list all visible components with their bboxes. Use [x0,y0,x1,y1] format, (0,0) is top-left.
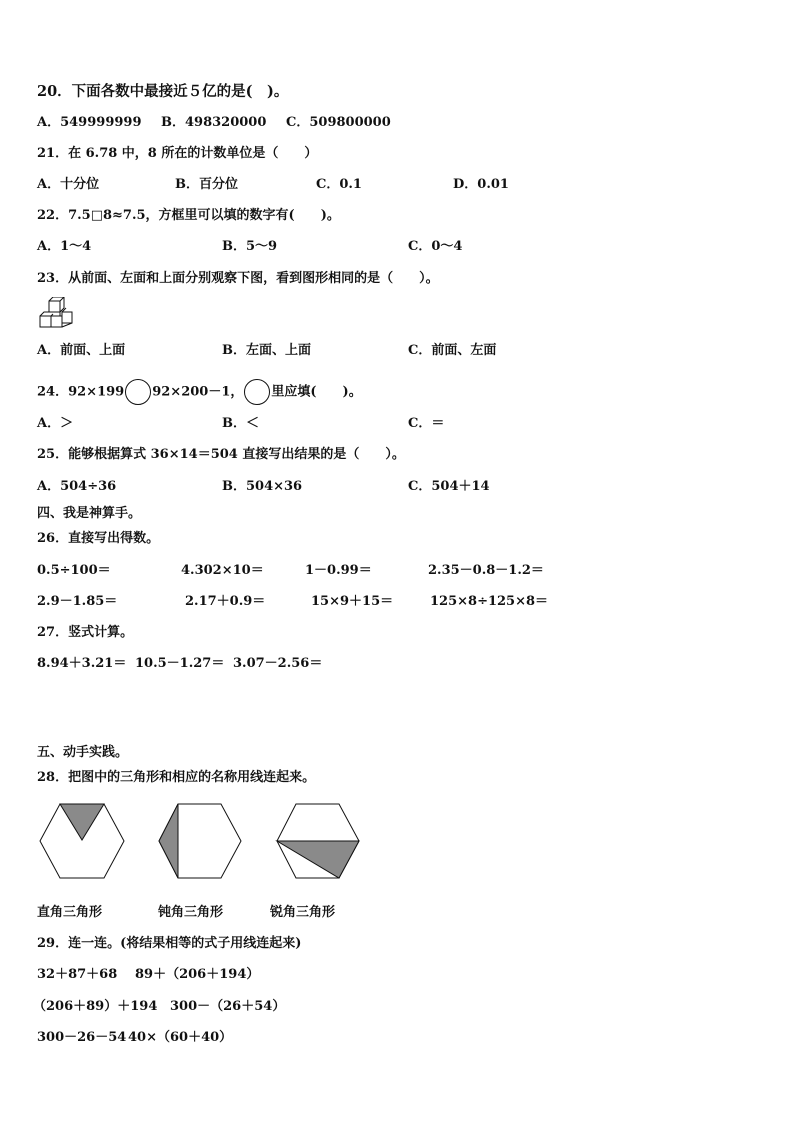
q26-r2-c2: 2.17＋0.9＝ [185,594,266,609]
q26-r2-c1: 2.9－1.85＝ [37,594,118,609]
q26-r2-c3: 15×9＋15＝ [311,594,394,609]
q25-option-b: B．504×36 [222,479,303,494]
q27-item-2: 10.5－1.27＝ [135,656,225,671]
q29-stem: 29．连一连。(将结果相等的式子用线连起来) [37,936,302,951]
q26-stem: 26．直接写出得数。 [37,531,160,546]
q25-stem: 25．能够根据算式 36×14＝504 直接写出结果的是（ ）。 [37,447,405,462]
q20-option-b: B．498320000 [161,115,267,130]
q26-r1-c1: 0.5÷100＝ [37,563,111,578]
q24-option-a: A．＞ [37,416,74,431]
q23-option-c: C．前面、左面 [408,343,497,358]
hexagon-acute-triangle-figure [275,803,361,879]
q24-option-b: B．＜ [222,416,259,431]
q21-stem: 21．在 6.78 中，8 所在的计数单位是（ ） [37,146,318,161]
q23-option-b: B．左面、上面 [222,343,311,358]
q24-part1: 24．92×199 [37,384,125,400]
q24-part3: 里应填( )。 [271,384,362,400]
q29-r3-left: 300－26－54 [37,1030,127,1045]
q26-r1-c4: 2.35－0.8－1.2＝ [428,563,544,578]
q20-stem: 20．下面各数中最接近５亿的是( )。 [37,83,289,100]
section-4-heading: 四、我是神算手。 [37,506,142,521]
q25-option-a: A．504÷36 [37,479,117,494]
q20-option-a: A．549999999 [37,115,142,130]
q29-r1-left: 32＋87＋68 [37,967,118,982]
q23-stem: 23．从前面、左面和上面分别观察下图，看到图形相同的是（ ）。 [37,271,439,286]
section-5-heading: 五、动手实践。 [37,745,129,760]
answer-circle-1[interactable] [125,379,151,405]
q25-option-c: C．504＋14 [408,479,490,494]
q24-option-c: C．＝ [408,416,445,431]
q29-r2-right: 300－（26＋54） [170,999,286,1014]
hexagon-right-triangle-figure [38,803,126,879]
q21-option-d: D．0.01 [453,177,509,192]
q21-option-b: B．百分位 [175,177,238,192]
q29-r2-left: （206＋89）＋194 [33,999,158,1014]
q24-stem [37,379,362,405]
q28-label-right-triangle: 直角三角形 [37,905,103,920]
q20-option-c: C．509800000 [286,115,391,130]
answer-circle-2[interactable] [244,379,270,405]
q24-part2: 92×200－1， [152,384,244,400]
q21-option-a: A．十分位 [37,177,100,192]
q28-label-obtuse-triangle: 钝角三角形 [158,905,224,920]
q23-option-a: A．前面、上面 [37,343,126,358]
q22-option-b: B．5～9 [222,239,278,254]
q26-r1-c2: 4.302×10＝ [181,563,264,578]
q21-option-c: C．0.1 [316,177,362,192]
q29-r3-right: 40×（60＋40） [128,1030,233,1045]
q28-stem: 28．把图中的三角形和相应的名称用线连起来。 [37,770,316,785]
hexagon-obtuse-triangle-figure [157,803,243,879]
q22-stem: 22．7.5□8≈7.5，方框里可以填的数字有( )。 [37,208,340,223]
q27-item-3: 3.07－2.56＝ [233,656,323,671]
q27-item-1: 8.94＋3.21＝ [37,656,127,671]
q29-r1-right: 89＋（206＋194） [135,967,260,982]
q28-label-acute-triangle: 锐角三角形 [270,905,336,920]
q26-r1-c3: 1－0.99＝ [305,563,372,578]
cube-stack-figure [38,297,74,329]
q27-stem: 27．竖式计算。 [37,625,134,640]
q26-r2-c4: 125×8÷125×8＝ [430,594,549,609]
q22-option-c: C．0～4 [408,239,463,254]
q22-option-a: A．1～4 [37,239,92,254]
